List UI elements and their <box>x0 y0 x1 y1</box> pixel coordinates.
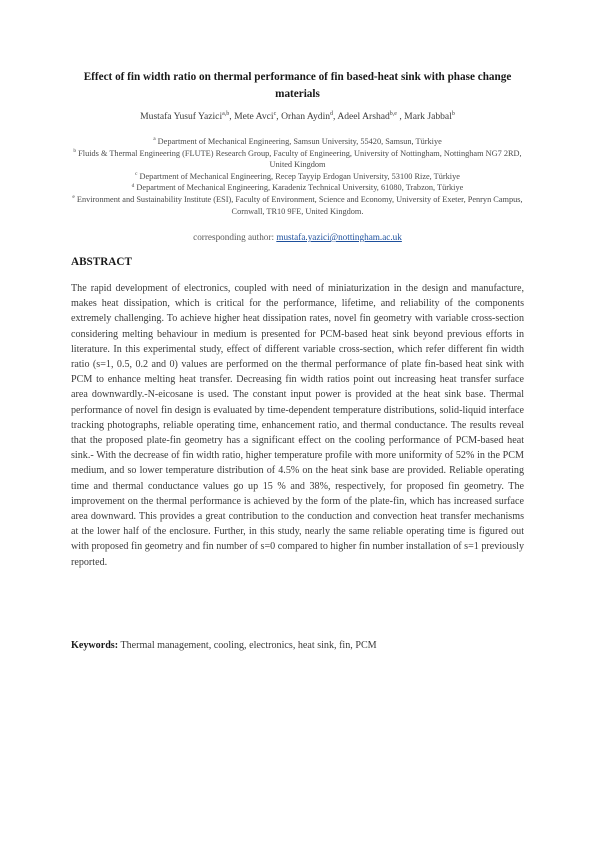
affiliation-e: $^e$ Environment and Sustainability Institute (ESI), Faculty of Environment, Science and Economy, University of Exeter, Penryn Campus, Cornwall, TR10 9FE, United Kingdom. <box>72 194 523 216</box>
corresponding-author <box>60 231 535 244</box>
affiliation-list <box>70 136 525 217</box>
author-2: Mete Avci$^c$, <box>234 110 282 122</box>
abstract-text: The rapid development of electronics, coupled with need of miniaturization in the design and manufacture, makes heat dissipation, which is critical for the performance, lifetime, and reliability of the components extremely challenging. To achieve higher heat dissipation rates, novel fin geometry with variable cross-section considering melting behaviour in medium is presented for PCM-based heat sink beyond previous efforts in literature. In this experimental study, effect of different variable cross-section, which refer different fin width ratio (s=1, 0.5, 0.2 and 0) values are performed on the thermal performance of plate fin-based heat sink with PCM to enhance melting heat transfer. Decreasing fin width ratios point out increasing heat transfer surface area downwardly.-N-eicosane is used. The constant input power is provided at the heat sink base. Thermal performance of novel fin design is evaluated by time-dependent temperature distributions, solid-liquid interface tracking photographs, reliable operating time, enhancement ratio, and thermal conductance. The results reveal that the proposed plate-fin geometry has a significant effect on the cooling performance of PCM-based heat sink.- With the decrease of fin width ratio, higher temperature profile with more uniformity of 52% in the PCM medium, and so lower temperature distribution of 4.5% on the heat sink base are provided. Reliable operating time and thermal conductance values go up 15 % and 38%, respectively, for proposed fin geometry. The improvement on the thermal performance is achieved by the form of the plate-fin, which has increased surface area downward. This provides a great contribution to the conduction and convection heat transfer mechanisms at the lower half of the enclosure. Further, in this study, nearly the same reliable operating time is figured out with proposed fin geometry and fin number of s=0 compared to higher fin number installation of s=1 previously reported. <box>71 283 524 568</box>
affiliation-d: $^d$ Department of Mechanical Engineering, Karadeniz Technical University, 61080, Trabzon, Türkiye <box>131 182 464 193</box>
corresponding-label: corresponding author: <box>193 232 277 242</box>
author-4: Adeel Arshad$^{b,e}$ , <box>337 110 405 122</box>
affiliation-b: $^b$ Fluids & Thermal Engineering (FLUTE) Research Group, Faculty of Engineering, University of Nottingham, Nottingham NG7 2RD, United Kingdom <box>73 147 522 170</box>
keywords <box>71 638 524 653</box>
author-5: Mark Jabbal$^b$ <box>404 110 455 122</box>
abstract-heading: ABSTRACT <box>71 256 132 268</box>
author-1: Mustafa Yusuf Yazici$^{a,b}$, <box>140 110 235 122</box>
affiliation-c: $^c$ Department of Mechanical Engineering, Recep Tayyip Erdogan University, 53100 Rize, Türkiye <box>135 171 460 181</box>
affiliation-a: $^a$ Department of Mechanical Engineering, Samsun University, 55420, Samsun, Türkiye <box>153 136 442 146</box>
paper-title: Effect of fin width ratio on thermal performance of fin based-heat sink with phase change materials <box>83 71 512 100</box>
author-3: Orhan Aydin$^d$, <box>281 110 338 122</box>
corresponding-email-link[interactable]: mustafa.yazici@nottingham.ac.uk <box>276 232 402 242</box>
author-list <box>60 110 535 124</box>
keywords-list: Thermal management, cooling, electronics, heat sink, fin, PCM <box>118 640 377 651</box>
keywords-label: Keywords: <box>71 640 119 651</box>
